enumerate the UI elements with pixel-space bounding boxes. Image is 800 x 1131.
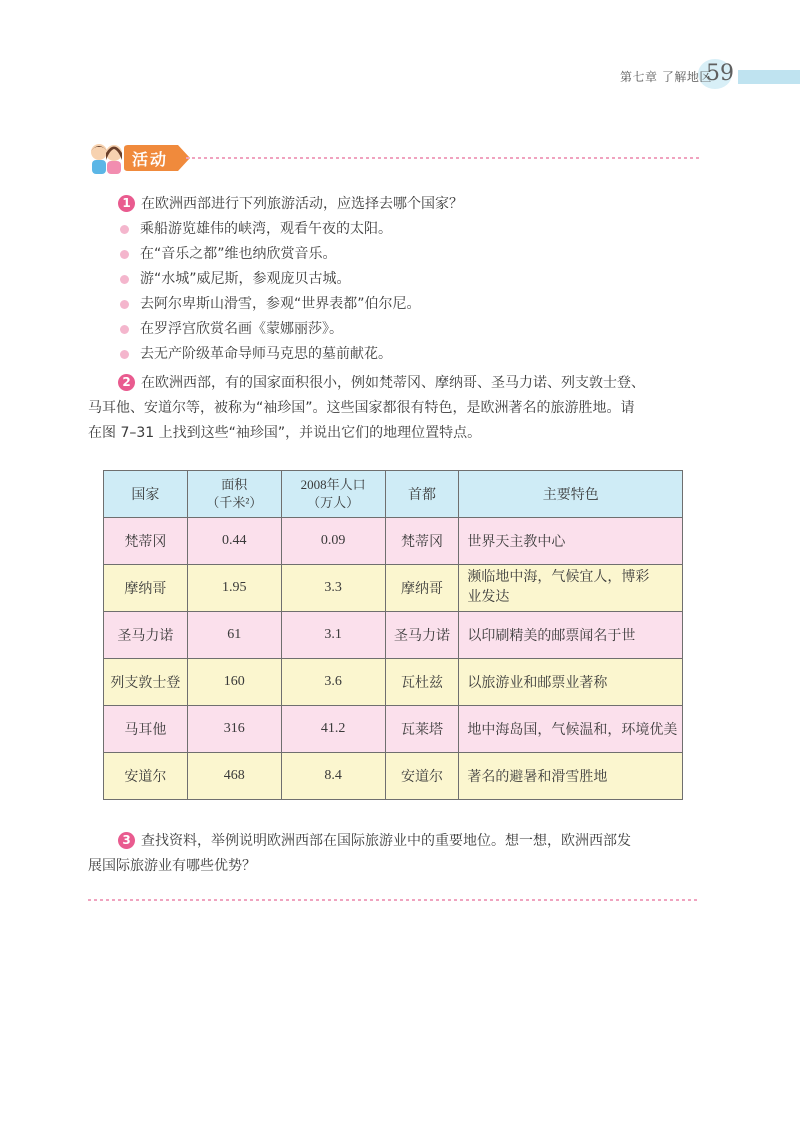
cell-country: 圣马力诺 (104, 612, 188, 658)
cell-feature: 地中海岛国，气候温和，环境优美 (459, 706, 683, 752)
cell-population: 8.4 (281, 752, 385, 799)
chapter-title: 第七章 了解地区 (620, 70, 712, 84)
cell-feature: 著名的避暑和滑雪胜地 (459, 752, 683, 799)
microstates-table (103, 470, 683, 800)
question-2 (88, 371, 702, 446)
question-line: 在欧洲西部，有的国家面积很小，例如梵蒂冈、摩纳哥、圣马力诺、列支敦士登、 (141, 375, 645, 391)
table-row (104, 706, 683, 752)
cell-area: 160 (187, 658, 281, 705)
header-population: 2008年人口 （万人） (281, 471, 385, 518)
bullet-icon (120, 325, 129, 334)
list-item: 乘船游览雄伟的峡湾，观看午夜的太阳。 (140, 221, 392, 237)
bullet-icon (120, 225, 129, 234)
question-number: 3 (118, 832, 135, 849)
header-bar (738, 70, 800, 84)
list-item: 在“音乐之都”维也纳欣赏音乐。 (140, 246, 337, 262)
cell-area: 0.44 (187, 518, 281, 564)
table-row (104, 658, 683, 705)
cell-capital: 瓦杜兹 (385, 658, 459, 705)
children-icon (88, 140, 126, 176)
cell-capital: 梵蒂冈 (385, 518, 459, 564)
list-item: 去阿尔卑斯山滑雪，参观“世界表都”伯尔尼。 (140, 296, 421, 312)
table-row (104, 612, 683, 658)
page-number: 59 (702, 59, 738, 89)
cell-feature: 以印刷精美的邮票闻名于世 (459, 612, 683, 658)
question-line: 查找资料，举例说明欧洲西部在国际旅游业中的重要地位。想一想，欧洲西部发 (141, 833, 631, 849)
dotted-divider (186, 157, 700, 159)
cell-population: 3.6 (281, 658, 385, 705)
list-item: 游“水城”威尼斯，参观庞贝古城。 (140, 271, 351, 287)
cell-area: 316 (187, 706, 281, 752)
cell-country: 安道尔 (104, 752, 188, 799)
question-line: 马耳他、安道尔等，被称为“袖珍国”。这些国家都很有特色，是欧洲著名的旅游胜地。请 (88, 400, 635, 416)
cell-country: 梵蒂冈 (104, 518, 188, 564)
cell-feature: 世界天主教中心 (459, 518, 683, 564)
header-feature: 主要特色 (459, 471, 683, 518)
cell-feature: 以旅游业和邮票业著称 (459, 658, 683, 705)
cell-country: 摩纳哥 (104, 564, 188, 611)
cell-population: 3.1 (281, 612, 385, 658)
table-header-row (104, 471, 683, 518)
cell-feature: 濒临地中海，气候宜人，博彩 业发达 (459, 564, 683, 611)
cell-population: 0.09 (281, 518, 385, 564)
header-country: 国家 (104, 471, 188, 518)
cell-area: 1.95 (187, 564, 281, 611)
question-text: 在欧洲西部进行下列旅游活动，应选择去哪个国家？ (141, 196, 463, 212)
cell-capital: 圣马力诺 (385, 612, 459, 658)
header-capital: 首都 (385, 471, 459, 518)
question-line: 在图 7–31 上找到这些“袖珍国”，并说出它们的地理位置特点。 (88, 425, 482, 441)
cell-area: 61 (187, 612, 281, 658)
cell-capital: 瓦莱塔 (385, 706, 459, 752)
cell-area: 468 (187, 752, 281, 799)
list-item: 在罗浮宫欣赏名画《蒙娜丽莎》。 (140, 321, 343, 337)
question-1 (118, 192, 463, 216)
bullet-icon (120, 250, 129, 259)
cell-country: 马耳他 (104, 706, 188, 752)
table-row (104, 518, 683, 564)
cell-capital: 安道尔 (385, 752, 459, 799)
question-number: 1 (118, 195, 135, 212)
activity-label: 活动 (132, 150, 169, 169)
list-item: 去无产阶级革命导师马克思的墓前献花。 (140, 346, 392, 362)
question-3 (88, 829, 702, 879)
bullet-icon (120, 300, 129, 309)
cell-population: 3.3 (281, 564, 385, 611)
dotted-divider-bottom (88, 899, 700, 901)
cell-country: 列支敦士登 (104, 658, 188, 705)
bullet-icon (120, 350, 129, 359)
bullet-icon (120, 275, 129, 284)
question-number: 2 (118, 374, 135, 391)
cell-population: 41.2 (281, 706, 385, 752)
table-row (104, 564, 683, 611)
header-area: 面积 （千米²） (187, 471, 281, 518)
question-line: 展国际旅游业有哪些优势？ (88, 858, 256, 874)
table-row (104, 752, 683, 799)
cell-capital: 摩纳哥 (385, 564, 459, 611)
